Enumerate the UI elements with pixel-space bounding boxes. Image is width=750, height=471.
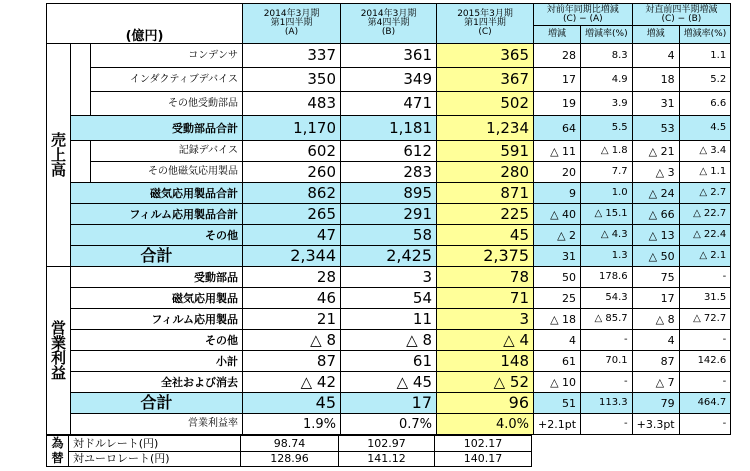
- cell-b: 361: [341, 44, 437, 68]
- cell-a: 260: [243, 162, 341, 183]
- sales-total-row: [47, 246, 731, 267]
- sales-section-label: 売 上 高: [47, 44, 71, 267]
- cell-a: 87: [243, 351, 341, 372]
- cell-yoy-diff: 51: [534, 393, 581, 414]
- cell-c: 78: [437, 267, 534, 288]
- cell-b: 58: [341, 225, 437, 246]
- cell-c: 4.0%: [437, 414, 534, 435]
- cell-a: 483: [243, 92, 341, 116]
- cell-c: 225: [437, 204, 534, 225]
- cell-a: 28: [243, 267, 341, 288]
- cell-a: 45: [243, 393, 341, 414]
- table-row: [47, 351, 731, 372]
- cell-b: 17: [341, 393, 437, 414]
- cell-b: 349: [341, 68, 437, 92]
- table-row: [47, 225, 731, 246]
- cell-c: 502: [437, 92, 534, 116]
- cell-a: 2,344: [243, 246, 341, 267]
- cell-qoq-diff: 87: [632, 351, 679, 372]
- cell-c: 871: [437, 183, 534, 204]
- cell-a: 1,170: [243, 116, 341, 141]
- cell-qoq-rate: 6.6: [679, 92, 731, 116]
- row-label: 記録デバイス: [91, 141, 243, 162]
- cell-qoq-rate: -: [679, 414, 731, 435]
- cell-c: 2,375: [437, 246, 534, 267]
- cell-yoy-diff: 31: [534, 246, 581, 267]
- row-label: 受動部品合計: [71, 116, 243, 141]
- table-row: [47, 204, 731, 225]
- cell-yoy-rate: -: [581, 414, 633, 435]
- table-row: [47, 309, 731, 330]
- cell-c: 591: [437, 141, 534, 162]
- cell-yoy-diff: 28: [534, 44, 581, 68]
- table-row: [47, 116, 731, 141]
- table-row: [47, 141, 731, 162]
- cell-qoq-diff: △ 21: [632, 141, 679, 162]
- cell-qoq-rate: -: [679, 267, 731, 288]
- row-label: その他磁気応用製品: [91, 162, 243, 183]
- cell-yoy-diff: 50: [534, 267, 581, 288]
- cell-qoq-diff: △ 3: [632, 162, 679, 183]
- cell-b: 3: [341, 267, 437, 288]
- cell-c: 45: [437, 225, 534, 246]
- cell-yoy-rate: △ 85.7: [581, 309, 633, 330]
- cell-yoy-rate: -: [581, 330, 633, 351]
- row-label: 営業利益率: [71, 414, 243, 435]
- cell-a: 350: [243, 68, 341, 92]
- cell-a: 1.9%: [243, 414, 341, 435]
- cell-a: 337: [243, 44, 341, 68]
- cell-qoq-diff: 4: [632, 330, 679, 351]
- results-table: [46, 3, 731, 435]
- cell-qoq-rate: △ 2.7: [679, 183, 731, 204]
- cell-yoy-diff: +2.1pt: [534, 414, 581, 435]
- cell-qoq-diff: 53: [632, 116, 679, 141]
- row-label: 対ドルレート(円): [69, 436, 241, 452]
- cell-qoq-rate: △ 22.4: [679, 225, 731, 246]
- cell-c: △ 4: [437, 330, 534, 351]
- cell-c: 102.17: [435, 436, 532, 452]
- cell-c: 365: [437, 44, 534, 68]
- column-header-a: 2014年3月期 第1四半期 (A): [243, 4, 341, 44]
- cell-qoq-rate: △ 2.1: [679, 246, 731, 267]
- yoy-header: 対前年同期比増減 (C) − (A): [534, 4, 633, 26]
- row-label: 全社および消去: [71, 372, 243, 393]
- row-label: コンデンサ: [91, 44, 243, 68]
- cell-yoy-diff: 20: [534, 162, 581, 183]
- cell-a: 46: [243, 288, 341, 309]
- cell-yoy-diff: △ 11: [534, 141, 581, 162]
- table-row: [47, 183, 731, 204]
- row-label: その他受動部品: [91, 92, 243, 116]
- cell-qoq-diff: △ 13: [632, 225, 679, 246]
- row-label: 合計: [71, 246, 243, 267]
- cell-c: △ 52: [437, 372, 534, 393]
- cell-qoq-rate: 1.1: [679, 44, 731, 68]
- cell-yoy-diff: 17: [534, 68, 581, 92]
- cell-qoq-diff: +3.3pt: [632, 414, 679, 435]
- margin-row: [47, 414, 731, 435]
- cell-a: 47: [243, 225, 341, 246]
- cell-yoy-rate: 113.3: [581, 393, 633, 414]
- cell-yoy-rate: 3.9: [581, 92, 633, 116]
- cell-yoy-rate: 70.1: [581, 351, 633, 372]
- cell-b: 283: [341, 162, 437, 183]
- cell-qoq-diff: △ 24: [632, 183, 679, 204]
- cell-b: 61: [341, 351, 437, 372]
- cell-c: 140.17: [435, 451, 532, 467]
- cell-a: 128.96: [241, 451, 339, 467]
- table-row: [47, 44, 731, 68]
- cell-qoq-rate: △ 3.4: [679, 141, 731, 162]
- cell-yoy-rate: 178.6: [581, 267, 633, 288]
- cell-a: 602: [243, 141, 341, 162]
- cell-qoq-rate: 142.6: [679, 351, 731, 372]
- column-header-b: 2014年3月期 第4四半期 (B): [341, 4, 437, 44]
- cell-b: △ 45: [341, 372, 437, 393]
- cell-yoy-rate: 4.9: [581, 68, 633, 92]
- cell-yoy-diff: △ 40: [534, 204, 581, 225]
- row-label: 受動部品: [71, 267, 243, 288]
- cell-yoy-rate: 1.0: [581, 183, 633, 204]
- cell-a: △ 8: [243, 330, 341, 351]
- cell-qoq-rate: 4.5: [679, 116, 731, 141]
- cell-b: 612: [341, 141, 437, 162]
- cell-c: 96: [437, 393, 534, 414]
- cell-yoy-rate: △ 4.3: [581, 225, 633, 246]
- row-label: 磁気応用製品合計: [71, 183, 243, 204]
- cell-qoq-diff: 18: [632, 68, 679, 92]
- profit-section-label: 営 業 利 益: [47, 267, 71, 435]
- cell-yoy-diff: 64: [534, 116, 581, 141]
- cell-yoy-diff: △ 18: [534, 309, 581, 330]
- qoq-rate-header: 増減率(%): [679, 26, 731, 44]
- cell-qoq-rate: 5.2: [679, 68, 731, 92]
- cell-c: 280: [437, 162, 534, 183]
- row-label: 磁気応用製品: [71, 288, 243, 309]
- row-label: その他: [71, 330, 243, 351]
- cell-qoq-rate: 464.7: [679, 393, 731, 414]
- cell-qoq-diff: 75: [632, 267, 679, 288]
- cell-a: △ 42: [243, 372, 341, 393]
- table-row: [47, 372, 731, 393]
- cell-yoy-diff: 61: [534, 351, 581, 372]
- cell-yoy-rate: 1.3: [581, 246, 633, 267]
- cell-qoq-rate: -: [679, 372, 731, 393]
- cell-a: 98.74: [241, 436, 339, 452]
- cell-c: 3: [437, 309, 534, 330]
- cell-b: 471: [341, 92, 437, 116]
- cell-a: 862: [243, 183, 341, 204]
- profit-total-row: [47, 393, 731, 414]
- cell-yoy-rate: 8.3: [581, 44, 633, 68]
- cell-yoy-diff: 4: [534, 330, 581, 351]
- cell-b: 2,425: [341, 246, 437, 267]
- cell-qoq-diff: △ 7: [632, 372, 679, 393]
- row-label: その他: [71, 225, 243, 246]
- cell-b: 895: [341, 183, 437, 204]
- cell-qoq-diff: △ 8: [632, 309, 679, 330]
- cell-b: 54: [341, 288, 437, 309]
- cell-qoq-diff: △ 50: [632, 246, 679, 267]
- unit-label: (億円): [47, 4, 243, 44]
- row-label: インダクティブデバイス: [91, 68, 243, 92]
- cell-qoq-rate: △ 1.1: [679, 162, 731, 183]
- cell-yoy-rate: 54.3: [581, 288, 633, 309]
- yoy-rate-header: 増減率(%): [581, 26, 633, 44]
- cell-b: 1,181: [341, 116, 437, 141]
- cell-qoq-rate: -: [679, 330, 731, 351]
- cell-c: 71: [437, 288, 534, 309]
- qoq-diff-header: 増減: [632, 26, 679, 44]
- cell-b: 102.97: [339, 436, 435, 452]
- cell-c: 1,234: [437, 116, 534, 141]
- cell-yoy-diff: 25: [534, 288, 581, 309]
- row-label: フィルム応用製品: [71, 309, 243, 330]
- qoq-header: 対直前四半期増減 (C) − (B): [632, 4, 731, 26]
- cell-yoy-rate: 7.7: [581, 162, 633, 183]
- cell-yoy-rate: 5.5: [581, 116, 633, 141]
- table-row: [47, 92, 731, 116]
- row-label: 対ユーロレート(円): [69, 451, 241, 467]
- table-row: [47, 330, 731, 351]
- cell-qoq-rate: △ 22.7: [679, 204, 731, 225]
- cell-c: 367: [437, 68, 534, 92]
- cell-b: △ 8: [341, 330, 437, 351]
- cell-qoq-rate: △ 72.7: [679, 309, 731, 330]
- cell-yoy-rate: △ 15.1: [581, 204, 633, 225]
- cell-b: 141.12: [339, 451, 435, 467]
- cell-qoq-diff: 4: [632, 44, 679, 68]
- cell-yoy-rate: △ 1.8: [581, 141, 633, 162]
- cell-yoy-rate: -: [581, 372, 633, 393]
- table-row: [47, 288, 731, 309]
- table-row: [47, 68, 731, 92]
- cell-yoy-diff: △ 10: [534, 372, 581, 393]
- fx-rate-table: [46, 435, 532, 467]
- cell-b: 0.7%: [341, 414, 437, 435]
- cell-b: 11: [341, 309, 437, 330]
- cell-yoy-diff: 9: [534, 183, 581, 204]
- cell-qoq-diff: △ 66: [632, 204, 679, 225]
- row-label: フィルム応用製品合計: [71, 204, 243, 225]
- yoy-diff-header: 増減: [534, 26, 581, 44]
- cell-qoq-diff: 17: [632, 288, 679, 309]
- cell-a: 21: [243, 309, 341, 330]
- table-row: [47, 451, 532, 467]
- cell-qoq-rate: 31.5: [679, 288, 731, 309]
- cell-yoy-diff: △ 2: [534, 225, 581, 246]
- row-label: 小計: [71, 351, 243, 372]
- column-header-c: 2015年3月期 第1四半期 (C): [437, 4, 534, 44]
- cell-a: 265: [243, 204, 341, 225]
- table-row: [47, 162, 731, 183]
- cell-yoy-diff: 19: [534, 92, 581, 116]
- cell-qoq-diff: 79: [632, 393, 679, 414]
- cell-c: 148: [437, 351, 534, 372]
- cell-qoq-diff: 31: [632, 92, 679, 116]
- fx-section-label: 為 替: [47, 436, 69, 467]
- cell-b: 291: [341, 204, 437, 225]
- table-row: [47, 436, 532, 452]
- table-row: [47, 267, 731, 288]
- row-label: 合計: [71, 393, 243, 414]
